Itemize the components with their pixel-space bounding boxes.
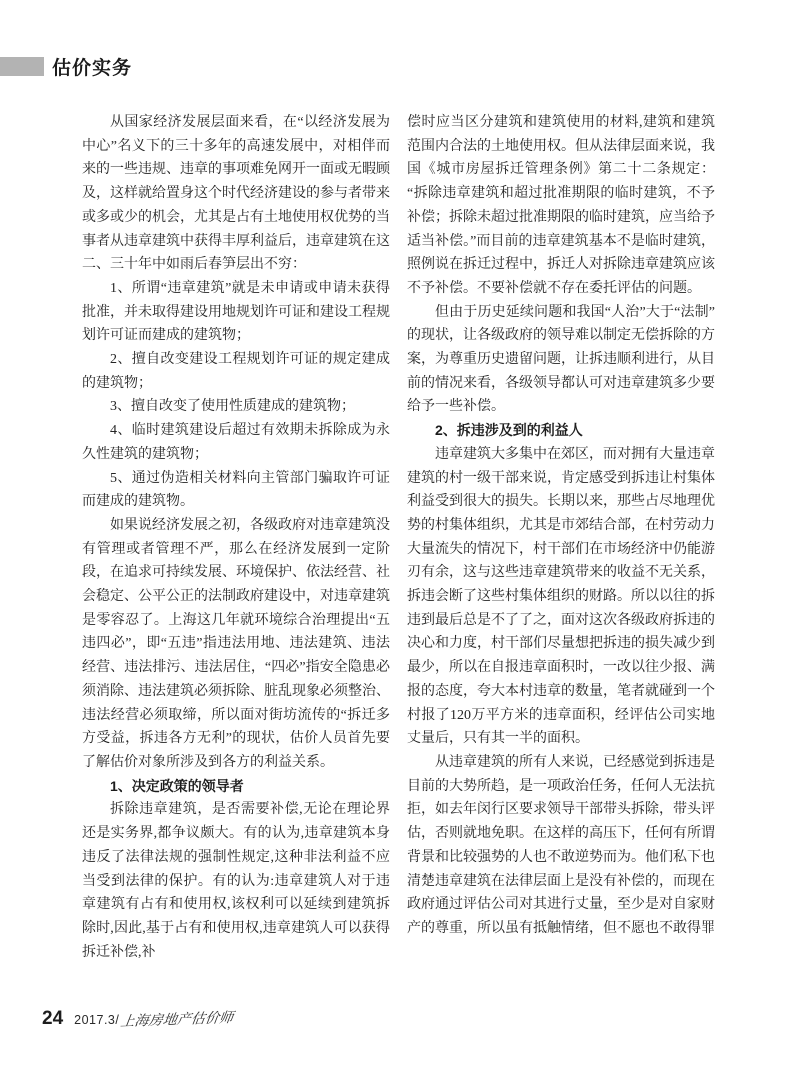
left-column [82,111,390,964]
owners-attitude-paragraph: 从违章建筑的所有人来说，已经感觉到拆违是目前的大势所趋，是一项政治任务，任何人无法抗拒，如去年闵行区要求领导干部带头拆除，带头评估，否则就地免职。在这样的高压下，任何有所谓背景和比较强势的人也不敢逆势而为。他们私下也清楚违章建筑在法律层面上是没有补偿的，而现在政府通过评估公司对其进行丈量，至少是对自家财产的尊重，所以虽有抵触情绪，但不愿也不敢得罪 [407,754,715,936]
subheading-policy-leaders: 1、决定政策的领导者 [110,777,244,794]
violation-item-2: 2、擅自改变建设工程规划许可证的规定建成的建筑物； [82,352,390,391]
village-cadres-paragraph: 违章建筑大多集中在郊区，而对拥有大量违章建筑的村一级干部来说，肯定感受到拆违让村集体利益受到很大的损失。长期以来，那些占尽地理优势的村集体组织，尤其是市郊结合部，在村劳动力大量流失的情况下，村干部们在市场经济中仍能游刃有余，这与这些违章建筑带来的收益不无关系，拆违会断了这些村集体组织的财路。所以以往的拆违到最后总是不了了之，面对这次各级政府拆违的决心和力度，村干部们尽量想把拆违的损失减少到最少，所以在自报违章面积时，一改以往少报、满报的态度，夸大本村违章的数量，笔者就碰到一个村报了120万平方米的违章面积，经评估公司实地丈量后，只有其一半的面积。 [407,446,715,747]
page-footer [42,1008,233,1030]
compensation-debate-paragraph: 拆除违章建筑，是否需要补偿,无论在理论界还是实务界,都争议颇大。有的认为,违章建筑本身违反了法律法规的强制性规定,这种非法利益不应当受到法律的保护。有的认为:违章建筑人对于违章建筑有占有和使用权,该权利可以延续到建筑拆除时,因此,基于占有和使用权,违章建筑人可以获得拆迁补偿,补 [82,802,390,960]
leaders-compensation-paragraph: 但由于历史延续问题和我国“人治”大于“法制”的现状，让各级政府的领导难以制定无偿拆除的方案，为尊重历史遗留问题，让拆违顺利进行，从目前的情况来看，各级领导都认可对违章建筑多少要给予一些补偿。 [407,304,715,415]
violation-item-5: 5、通过伪造相关材料向主管部门骗取许可证而建成的建筑物。 [82,470,390,510]
section-marker-bar [0,57,44,76]
violation-item-3: 3、擅自改变了使用性质建成的建筑物； [110,399,355,415]
violation-item-1: 1、所谓“违章建筑”就是未申请或申请未获得批准，并未取得建设用地规划许可证和建设工程规划许可证而建成的建筑物； [82,280,390,344]
page-number: 24 [42,1008,64,1029]
right-column [407,111,715,964]
compensation-continuation-paragraph: 偿时应当区分建筑和建筑使用的材料,建筑和建筑范围内合法的土地使用权。但从法律层面来说，我国《城市房屋拆迁管理条例》第二十二条规定：“拆除违章建筑和超过批准期限的临时建筑，不予补偿；拆除未超过批准期限的临时建筑，应当给予适当补偿。”而目前的违章建筑基本不是临时建筑，照例说在拆迁过程中，拆迁人对拆除违章建筑应该不予补偿。不要补偿就不存在委托评估的问题。 [407,115,715,296]
subheading-stakeholders: 2、拆违涉及到的利益人 [435,422,583,439]
intro-paragraph: 从国家经济发展层面来看，在“以经济发展为中心”名义下的三十多年的高速发展中，对相伴而来的一些违规、违章的事项难免网开一面或无暇顾及，这样就给置身这个时代经济建设的参与者带来或多或少的机会，尤其是占有土地使用权优势的当事者从违章建筑中获得丰厚利益后，违章建筑在这二、三十年中如雨后春笋层出不穷： [82,115,390,273]
violation-item-4: 4、临时建筑建设后超过有效期未拆除成为永久性建筑的建筑物； [82,423,390,462]
article-body [82,111,715,964]
page-header [0,53,132,80]
zero-tolerance-paragraph: 如果说经济发展之初，各级政府对违章建筑没有管理或者管理不严，那么在经济发展到一定阶段，在追求可持续发展、环境保护、依法经营、社会稳定、公平公正的法制政府建设中，对违章建筑是零容忍了。上海这几年就环境综合治理提出“五违四必”，即“五违”指违法用地、违法建筑、违法经营、违法排污、违法居住，“四必”指安全隐患必须消除、违法建筑必须拆除、脏乱现象必须整治、违法经营必须取缔，所以面对街坊流传的“拆迁多方受益，拆违各方无利”的现状，估价人员首先要了解估价对象所涉及到各方的利益关系。 [82,517,390,770]
journal-logo-script: 上海房地产估价师 [119,1010,235,1030]
section-title: 估价实务 [52,58,133,79]
issue-label: 2017.3/ [74,1013,120,1027]
